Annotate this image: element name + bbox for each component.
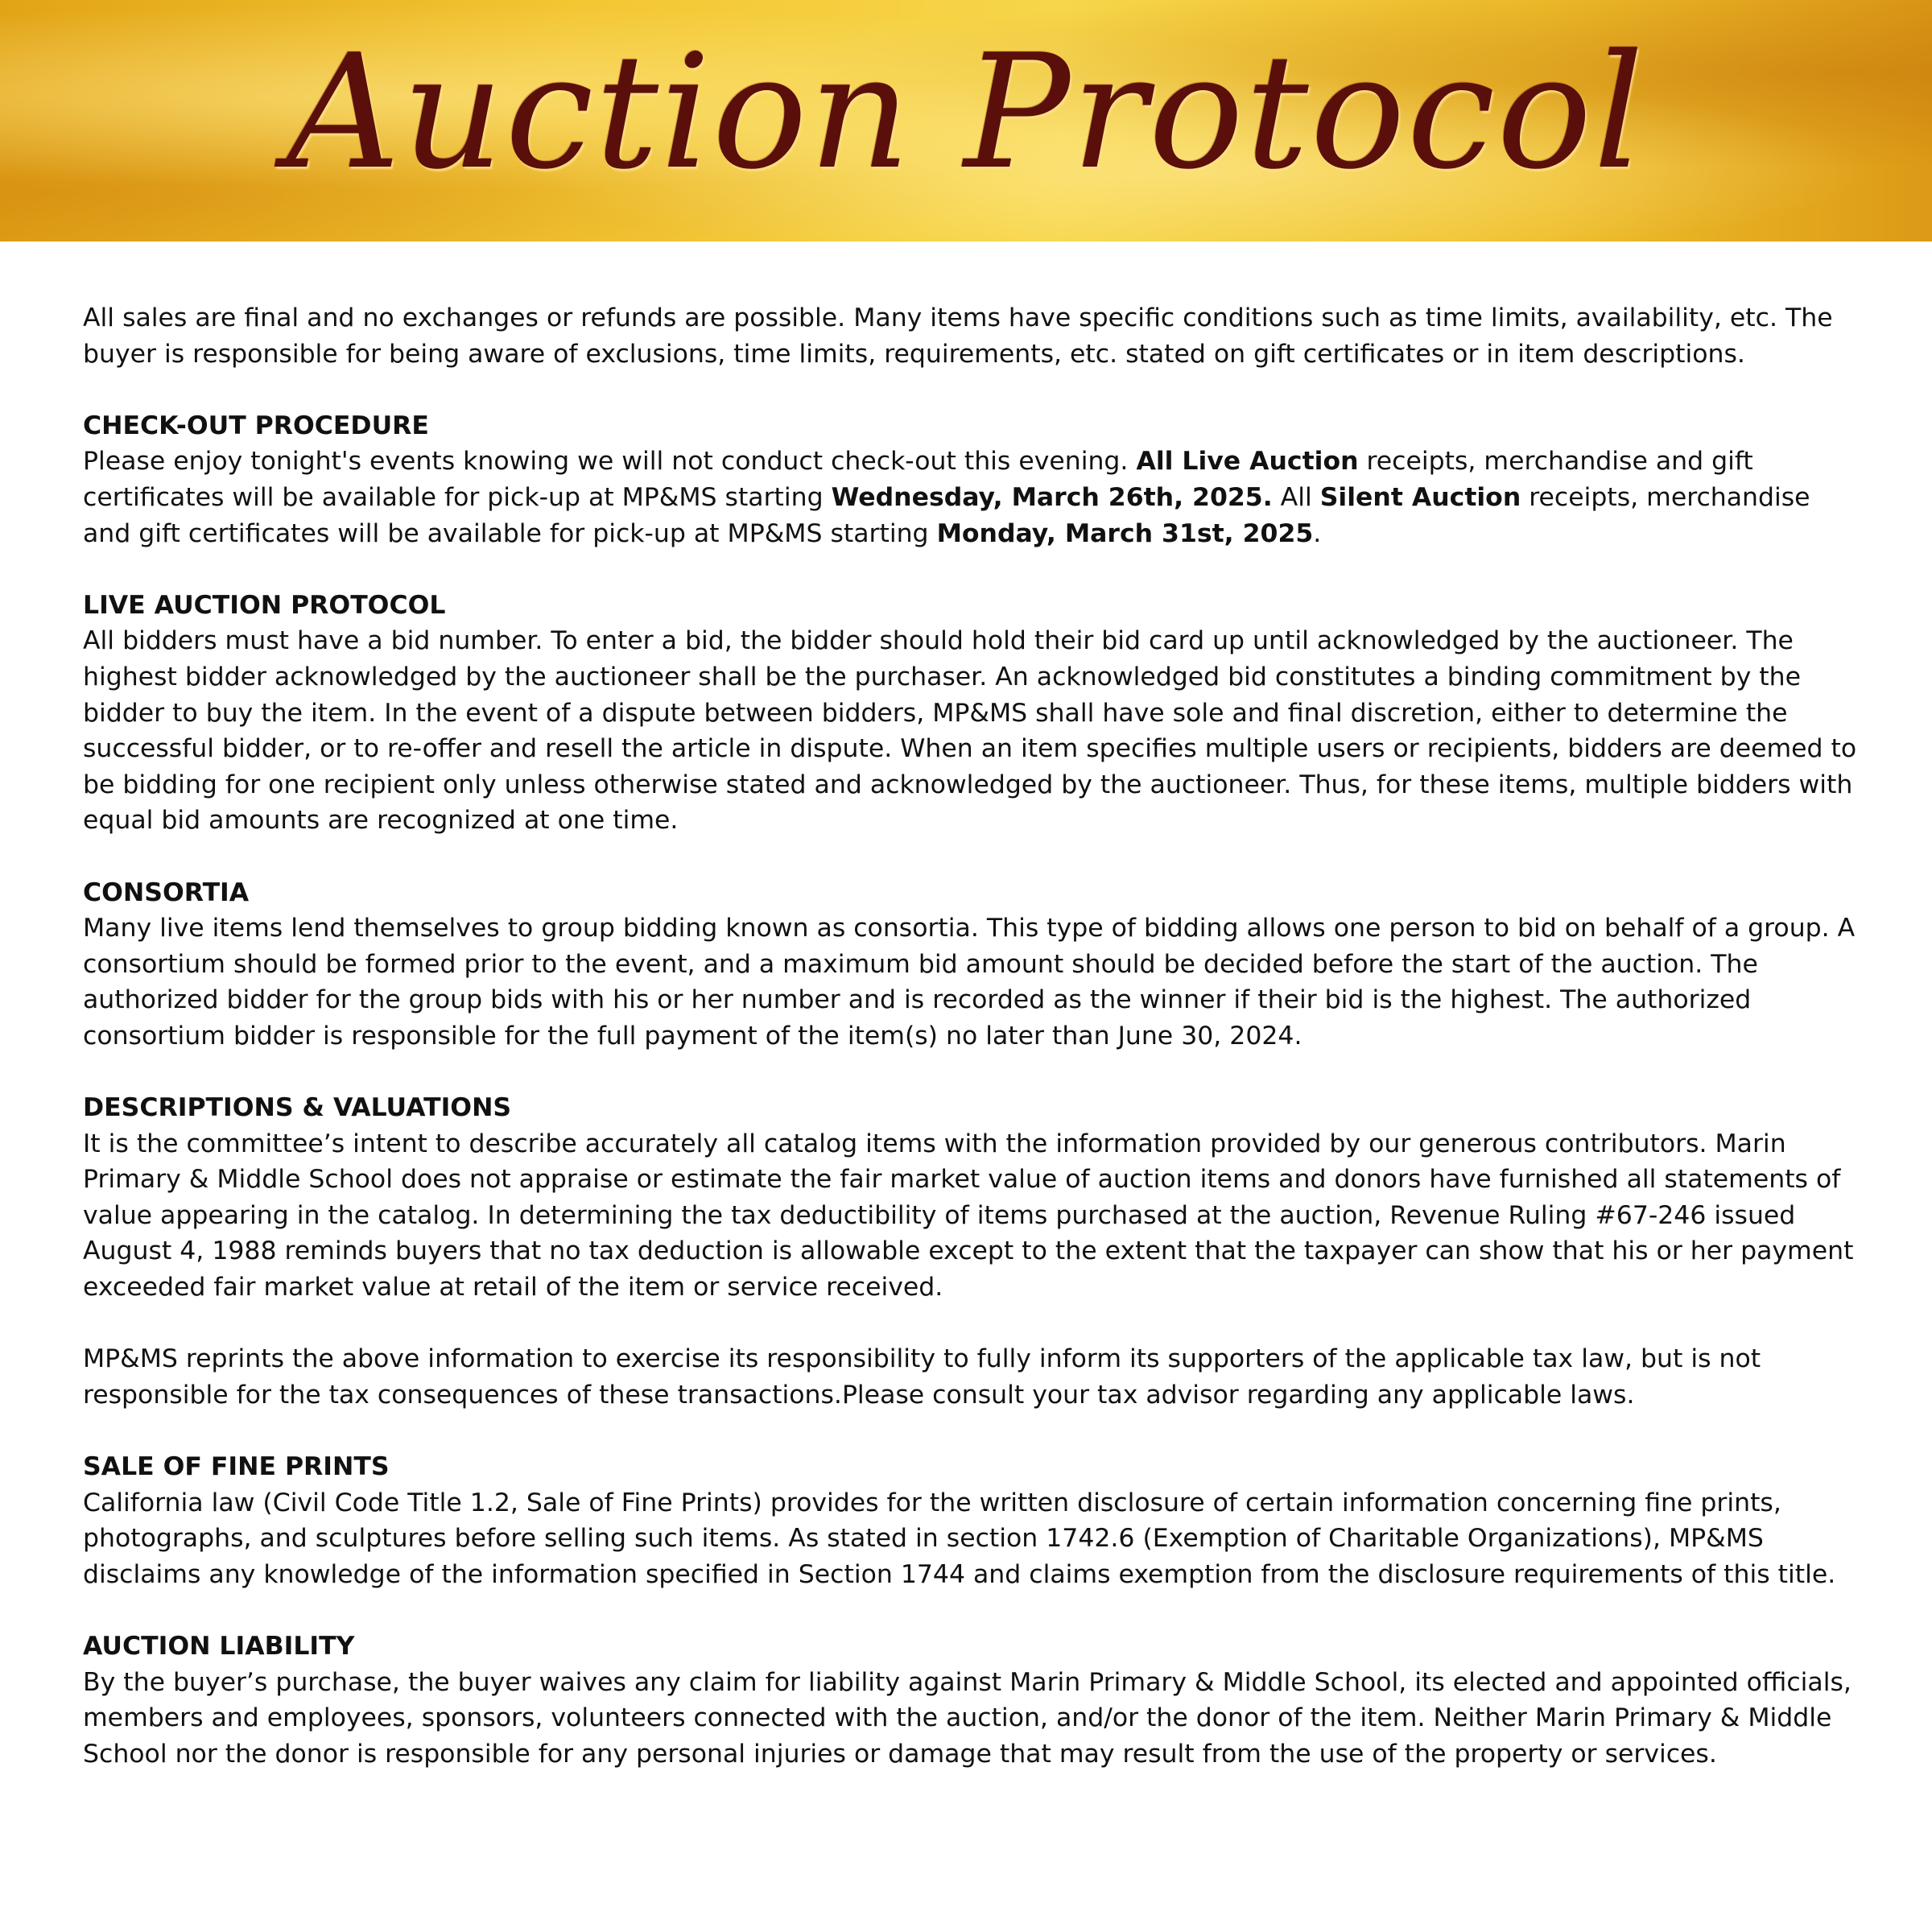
- descriptions-section: [83, 1090, 1862, 1306]
- liability-section: [83, 1629, 1862, 1772]
- fine-prints-heading: SALE OF FINE PRINTS: [83, 1452, 390, 1481]
- live-auction-section: [83, 588, 1862, 839]
- checkout-text-2: receipts, merchandise and gift certificates will be available for pick-up at MP&MS starting: [83, 447, 1753, 512]
- title-banner: [0, 0, 1932, 242]
- checkout-text-5: .: [1313, 518, 1322, 548]
- checkout-bold-live-auction: All Live Auction: [1136, 447, 1359, 477]
- protocol-content: [83, 300, 1862, 1808]
- checkout-bold-silent-auction: Silent Auction: [1319, 482, 1521, 512]
- checkout-text-3: All: [1272, 482, 1320, 512]
- checkout-bold-silent-date: Monday, March 31st, 2025: [936, 518, 1314, 548]
- consortia-section: [83, 875, 1862, 1055]
- fine-prints-text: California law (Civil Code Title 1.2, Sale of Fine Prints) provides for the written disclosure of certain information concerning fine prints, photographs, and sculptures before selling such items. As stated in section 1742.6 (Exemption of Charitable Organizations), MP&MS disclaims any knowledge of the information specified in Section 1744 and claims exemption from the disclosure requirements of this title.: [83, 1488, 1836, 1589]
- banner-title: Auction Protocol: [286, 21, 1646, 204]
- liability-text: By the buyer’s purchase, the buyer waives any claim for liability against Marin Primary & Middle School, its elected and appointed officials, members and employees, sponsors, volunteers connected with the auction, and/or the donor of the item. Neither Marin Primary & Middle School nor the donor is responsible for any personal injuries or damage that may result from the use of the property or services.: [83, 1667, 1852, 1769]
- live-auction-heading: LIVE AUCTION PROTOCOL: [83, 590, 446, 620]
- checkout-bold-live-date: Wednesday, March 26th, 2025.: [831, 482, 1273, 512]
- descriptions-heading: DESCRIPTIONS & VALUATIONS: [83, 1093, 512, 1123]
- checkout-text-4: receipts, merchandise and gift certificates will be available for pick-up at MP&MS starting: [83, 482, 1810, 548]
- checkout-section: [83, 408, 1862, 551]
- intro-paragraph: All sales are final and no exchanges or refunds are possible. Many items have specific conditions such as time limits, availability, etc. The buyer is responsible for being aware of exclusions, time limits, requirements, etc. stated on gift certificates or in item descriptions.: [83, 303, 1833, 369]
- descriptions-text: It is the committee’s intent to describe accurately all catalog items with the information provided by our generous contributors. Marin Primary & Middle School does not appraise or estimate the fair market value of auction items and donors have furnished all statements of value appearing in the catalog. In determining the tax deductibility of items purchased at the auction, Revenue Ruling #67-246 issued August 4, 1988 reminds buyers that no tax deduction is allowable except to the extent that the taxpayer can show that his or her payment exceeded fair market value at retail of the item or service received.: [83, 1129, 1854, 1302]
- fine-prints-section: [83, 1449, 1862, 1592]
- live-auction-text: All bidders must have a bid number. To enter a bid, the bidder should hold their bid card up until acknowledged by the auctioneer. The highest bidder acknowledged by the auctioneer shall be the purchaser. An acknowledged bid constitutes a binding commitment by the bidder to buy the item. In the event of a dispute between bidders, MP&MS shall have sole and final discretion, either to determine the successful bidder, or to re-offer and resell the article in dispute. When an item specifies multiple users or recipients, bidders are deemed to be bidding for one recipient only unless otherwise stated and acknowledged by the auctioneer. Thus, for these items, multiple bidders with equal bid amounts are recognized at one time.: [83, 626, 1857, 836]
- liability-heading: AUCTION LIABILITY: [83, 1631, 355, 1661]
- consortia-text: Many live items lend themselves to group bidding known as consortia. This type of bidding allows one person to bid on behalf of a group. A consortium should be formed prior to the event, and a maximum bid amount should be decided before the start of the auction. The authorized bidder for the group bids with his or her number and is recorded as the winner if their bid is the highest. The authorized consortium bidder is responsible for the full payment of the item(s) no later than June 30, 2024.: [83, 914, 1856, 1051]
- checkout-text-1: Please enjoy tonight's events knowing we will not conduct check-out this evening.: [83, 447, 1137, 477]
- consortia-heading: CONSORTIA: [83, 877, 250, 907]
- reprint-paragraph: MP&MS reprints the above information to exercise its responsibility to fully inform its supporters of the applicable tax law, but is not responsible for the tax consequences of these transactions.Please consult your tax advisor regarding any applicable laws.: [83, 1344, 1761, 1410]
- checkout-heading: CHECK-OUT PROCEDURE: [83, 411, 429, 440]
